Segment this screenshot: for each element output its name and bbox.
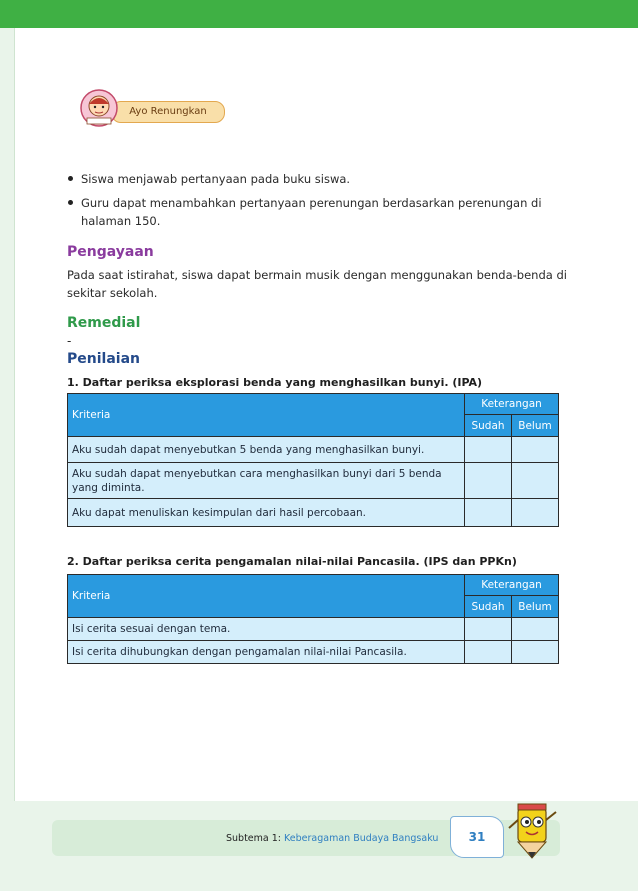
- penilaian-heading: Penilaian: [67, 351, 140, 367]
- table-cell: Aku sudah dapat menyebutkan 5 benda yang menghasilkan bunyi.: [68, 437, 465, 463]
- table1-header-kriteria: Kriteria: [68, 394, 465, 437]
- table-cell: Aku sudah dapat menyebutkan cara menghasilkan bunyi dari 5 benda yang diminta.: [68, 463, 465, 499]
- checkbox-cell-belum[interactable]: [512, 618, 559, 641]
- list-item-text: Guru dapat menambahkan pertanyaan perenungan berdasarkan perenungan di halaman 150.: [81, 196, 542, 228]
- bullet-list: [67, 170, 567, 236]
- table2-header-keterangan: Keterangan: [465, 575, 559, 596]
- table2-header-sudah: Sudah: [465, 596, 512, 618]
- pengayaan-heading: Pengayaan: [67, 244, 154, 260]
- table1-header-keterangan: Keterangan: [465, 394, 559, 415]
- top-bar: [0, 0, 638, 28]
- checkbox-cell-sudah[interactable]: [465, 463, 512, 499]
- ayo-renungkan-label: Ayo Renungkan: [111, 101, 225, 123]
- table-row: [68, 618, 559, 641]
- table1-header-belum: Belum: [512, 415, 559, 437]
- checkbox-cell-belum[interactable]: [512, 463, 559, 499]
- checkbox-cell-sudah[interactable]: [465, 618, 512, 641]
- checkbox-cell-belum[interactable]: [512, 641, 559, 664]
- footer-prefix: Subtema 1:: [226, 833, 285, 844]
- table-cell: Isi cerita dihubungkan dengan pengamalan nilai-nilai Pancasila.: [68, 641, 465, 664]
- list-item: [67, 194, 567, 230]
- bullet-dot: [68, 176, 73, 181]
- checkbox-cell-belum[interactable]: [512, 499, 559, 527]
- table2: [67, 574, 559, 664]
- table-cell: Aku dapat menuliskan kesimpulan dari hasil percobaan.: [68, 499, 465, 527]
- table2-header-belum: Belum: [512, 596, 559, 618]
- remedial-dash: -: [67, 334, 72, 348]
- ayo-renungkan-banner: [75, 78, 235, 130]
- pencil-mascot-icon: [506, 800, 558, 860]
- table-row: [68, 641, 559, 664]
- table-row: [68, 499, 559, 527]
- checkbox-cell-sudah[interactable]: [465, 437, 512, 463]
- thinking-child-icon: [79, 88, 119, 128]
- table-row: [68, 463, 559, 499]
- table1: [67, 393, 559, 527]
- checkbox-cell-belum[interactable]: [512, 437, 559, 463]
- page: [14, 28, 638, 801]
- table2-title: 2. Daftar periksa cerita pengamalan nilai-nilai Pancasila. (IPS dan PPKn): [67, 555, 517, 568]
- footer-subtema-title: Keberagaman Budaya Bangsaku: [284, 833, 439, 844]
- footer-subtema: [226, 833, 438, 844]
- page-number: 31: [450, 816, 504, 858]
- table1-title: 1. Daftar periksa eksplorasi benda yang menghasilkan bunyi. (IPA): [67, 376, 483, 389]
- checkbox-cell-sudah[interactable]: [465, 499, 512, 527]
- list-item: [67, 170, 567, 188]
- checkbox-cell-sudah[interactable]: [465, 641, 512, 664]
- pengayaan-text: Pada saat istirahat, siswa dapat bermain musik dengan menggunakan benda-benda di sekitar sekolah.: [67, 268, 567, 300]
- table-row: [68, 437, 559, 463]
- list-item-text: Siswa menjawab pertanyaan pada buku siswa.: [81, 172, 351, 186]
- page-footer: [52, 820, 560, 856]
- remedial-heading: Remedial: [67, 315, 141, 331]
- table1-header-sudah: Sudah: [465, 415, 512, 437]
- table-cell: Isi cerita sesuai dengan tema.: [68, 618, 465, 641]
- bullet-dot: [68, 200, 73, 205]
- table2-header-kriteria: Kriteria: [68, 575, 465, 618]
